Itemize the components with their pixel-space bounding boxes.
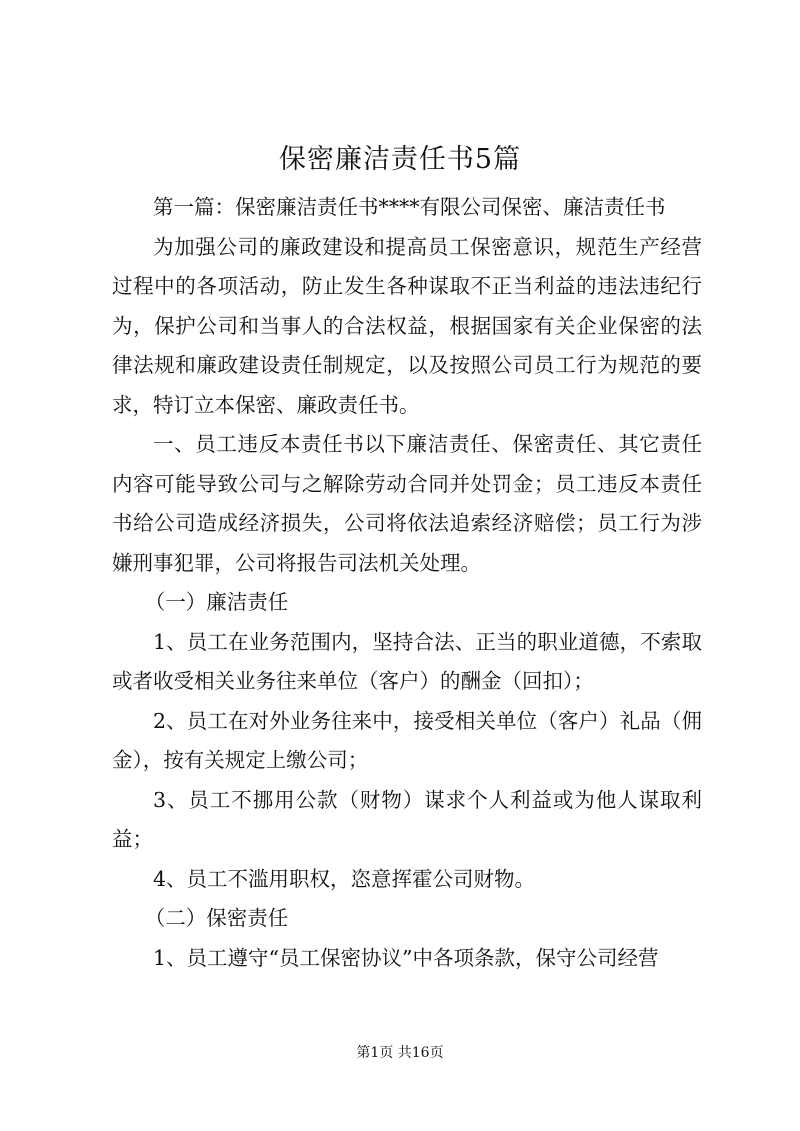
paragraph-intro: 为加强公司的廉政建设和提高员工保密意识，规范生产经营过程中的各项活动，防止发生各种谋取不正当利益的违法违纪行为，保护公司和当事人的合法权益，根据国家有关企业保密的法律法规和廉政建设责任制规定，以及按照公司员工行为规范的要求，特订立本保密、廉政责任书。 <box>112 234 702 417</box>
integrity-item-2: 2、员工在对外业务往来中，接受相关单位（客户）礼品（佣金），按有关规定上缴公司； <box>112 708 702 772</box>
integrity-item-1: 1、员工在业务范围内，坚持合法、正当的职业道德，不索取或者收受相关业务往来单位（客户）的酬金（回扣）； <box>112 629 702 693</box>
section-heading-integrity: （一）廉洁责任 <box>144 590 289 614</box>
paragraph-clause-1: 一、员工违反本责任书以下廉洁责任、保密责任、其它责任内容可能导致公司与之解除劳动合同并处罚金；员工违反本责任书给公司造成经济损失，公司将依法追索经济赔偿；员工行为涉嫌刑事犯罪，公司将报告司法机关处理。 <box>112 432 702 575</box>
integrity-item-3: 3、员工不挪用公款（财物）谋求个人利益或为他人谋取利益； <box>112 787 702 851</box>
document-body <box>112 188 702 978</box>
document-title: 保密廉洁责任书5篇 <box>278 144 522 175</box>
page-number: 第1页 共16页 <box>356 1045 444 1061</box>
paragraph-heading: 第一篇：保密廉洁责任书****有限公司保密、廉洁责任书 <box>153 195 666 219</box>
section-heading-confidentiality: （二）保密责任 <box>144 906 289 930</box>
confidentiality-item-1: 1、员工遵守“员工保密协议”中各项条款，保守公司经营 <box>153 945 659 970</box>
integrity-item-4: 4、员工不滥用职权，恣意挥霍公司财物。 <box>153 866 536 891</box>
